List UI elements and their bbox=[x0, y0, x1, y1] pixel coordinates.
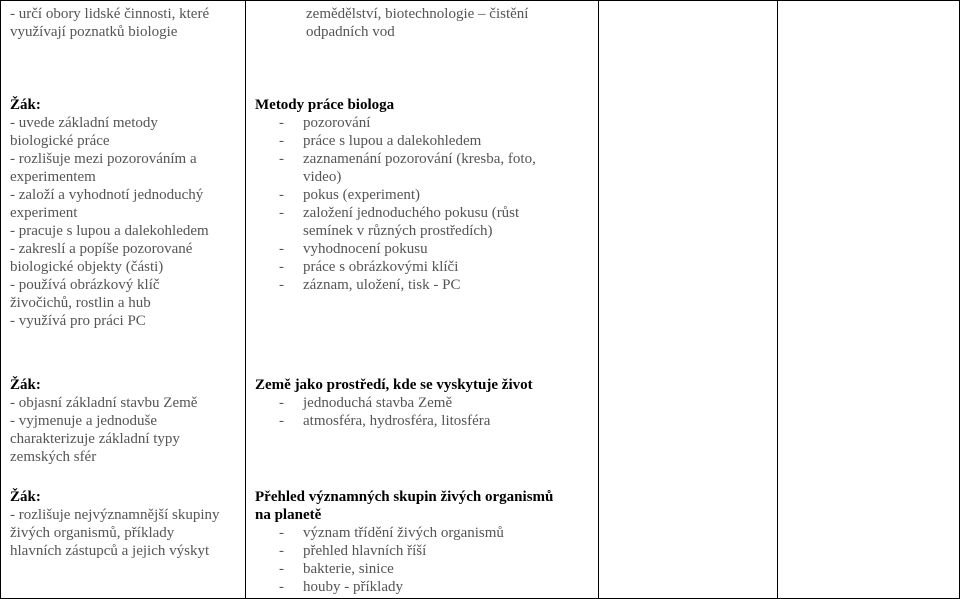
text-line: biologické práce bbox=[10, 133, 110, 149]
text-line: experiment bbox=[10, 205, 78, 221]
column-divider-2 bbox=[598, 0, 599, 599]
text-line: - vyjmenuje a jednoduše bbox=[10, 413, 158, 429]
text-line: - určí obory lidské činnosti, které bbox=[10, 6, 210, 22]
row1-competence-cell bbox=[10, 5, 209, 41]
text-line: - uvede základní metody bbox=[10, 115, 158, 131]
text-line: živých organismů, příklady bbox=[10, 525, 175, 541]
text-line: - pracuje s lupou a dalekohledem bbox=[10, 223, 209, 239]
table-border-top bbox=[0, 0, 960, 1]
list-item: - význam třídění živých organismů bbox=[279, 525, 504, 541]
table-border-left bbox=[0, 0, 1, 599]
student-heading: Žák: bbox=[10, 377, 41, 393]
row2-competence-cell bbox=[10, 96, 209, 330]
text-line: živočichů, rostlin a hub bbox=[10, 295, 151, 311]
text-line: - zakreslí a popíše pozorované bbox=[10, 241, 193, 257]
list-item: - pokus (experiment) bbox=[279, 187, 421, 203]
list-item: - založení jednoduchého pokusu (růst bbox=[279, 205, 520, 221]
list-item-continuation: video) bbox=[303, 169, 342, 185]
text-line: hlavních zástupců a jejich výskyt bbox=[10, 543, 210, 559]
text-line: zemských sfér bbox=[10, 449, 97, 465]
section-heading: Přehled významných skupin živých organismů bbox=[255, 489, 554, 505]
row3-competence-cell-b bbox=[10, 488, 220, 560]
row3-content-cell-a bbox=[255, 376, 533, 430]
student-heading: Žák: bbox=[10, 489, 41, 505]
text-line: odpadních vod bbox=[306, 24, 395, 40]
list-item: - pozorování bbox=[279, 115, 371, 131]
list-item-continuation: semínek v různých prostředích) bbox=[303, 223, 493, 239]
text-line: - rozlišuje mezi pozorováním a bbox=[10, 151, 197, 167]
text-line: - používá obrázkový klíč bbox=[10, 277, 160, 293]
text-line: charakterizuje základní typy bbox=[10, 431, 180, 447]
section-heading-continuation: na planetě bbox=[255, 507, 322, 523]
row3-content-cell-b bbox=[255, 488, 553, 596]
text-line: zemědělství, biotechnologie – čistění bbox=[306, 6, 529, 22]
section-heading: Metody práce biologa bbox=[255, 97, 395, 113]
list-item: - vyhodnocení pokusu bbox=[279, 241, 428, 257]
list-item: - bakterie, sinice bbox=[279, 561, 394, 577]
list-item: - záznam, uložení, tisk - PC bbox=[279, 277, 461, 293]
row1-content-cell bbox=[306, 5, 528, 41]
list-item: - atmosféra, hydrosféra, litosféra bbox=[279, 413, 491, 429]
row3-competence-cell-a bbox=[10, 376, 197, 466]
text-line: - založí a vyhodnotí jednoduchý bbox=[10, 187, 204, 203]
list-item: - přehled hlavních říší bbox=[279, 543, 427, 559]
text-line: biologické objekty (části) bbox=[10, 259, 164, 275]
text-line: - rozlišuje nejvýznamnější skupiny bbox=[10, 507, 220, 523]
list-item: - zaznamenání pozorování (kresba, foto, bbox=[279, 151, 536, 167]
column-divider-1 bbox=[245, 0, 246, 599]
text-line: - využívá pro práci PC bbox=[10, 313, 146, 329]
list-item: - jednoduchá stavba Země bbox=[279, 395, 453, 411]
list-item: - práce s obrázkovými klíči bbox=[279, 259, 459, 275]
section-heading: Země jako prostředí, kde se vyskytuje život bbox=[255, 377, 533, 393]
list-item: - houby - příklady bbox=[279, 579, 403, 595]
text-line: experimentem bbox=[10, 169, 96, 185]
row2-content-cell bbox=[255, 96, 536, 294]
text-line: využívají poznatků biologie bbox=[10, 24, 178, 40]
list-item: - práce s lupou a dalekohledem bbox=[279, 133, 482, 149]
student-heading: Žák: bbox=[10, 97, 41, 113]
column-divider-3 bbox=[777, 0, 778, 599]
text-line: - objasní základní stavbu Země bbox=[10, 395, 198, 411]
